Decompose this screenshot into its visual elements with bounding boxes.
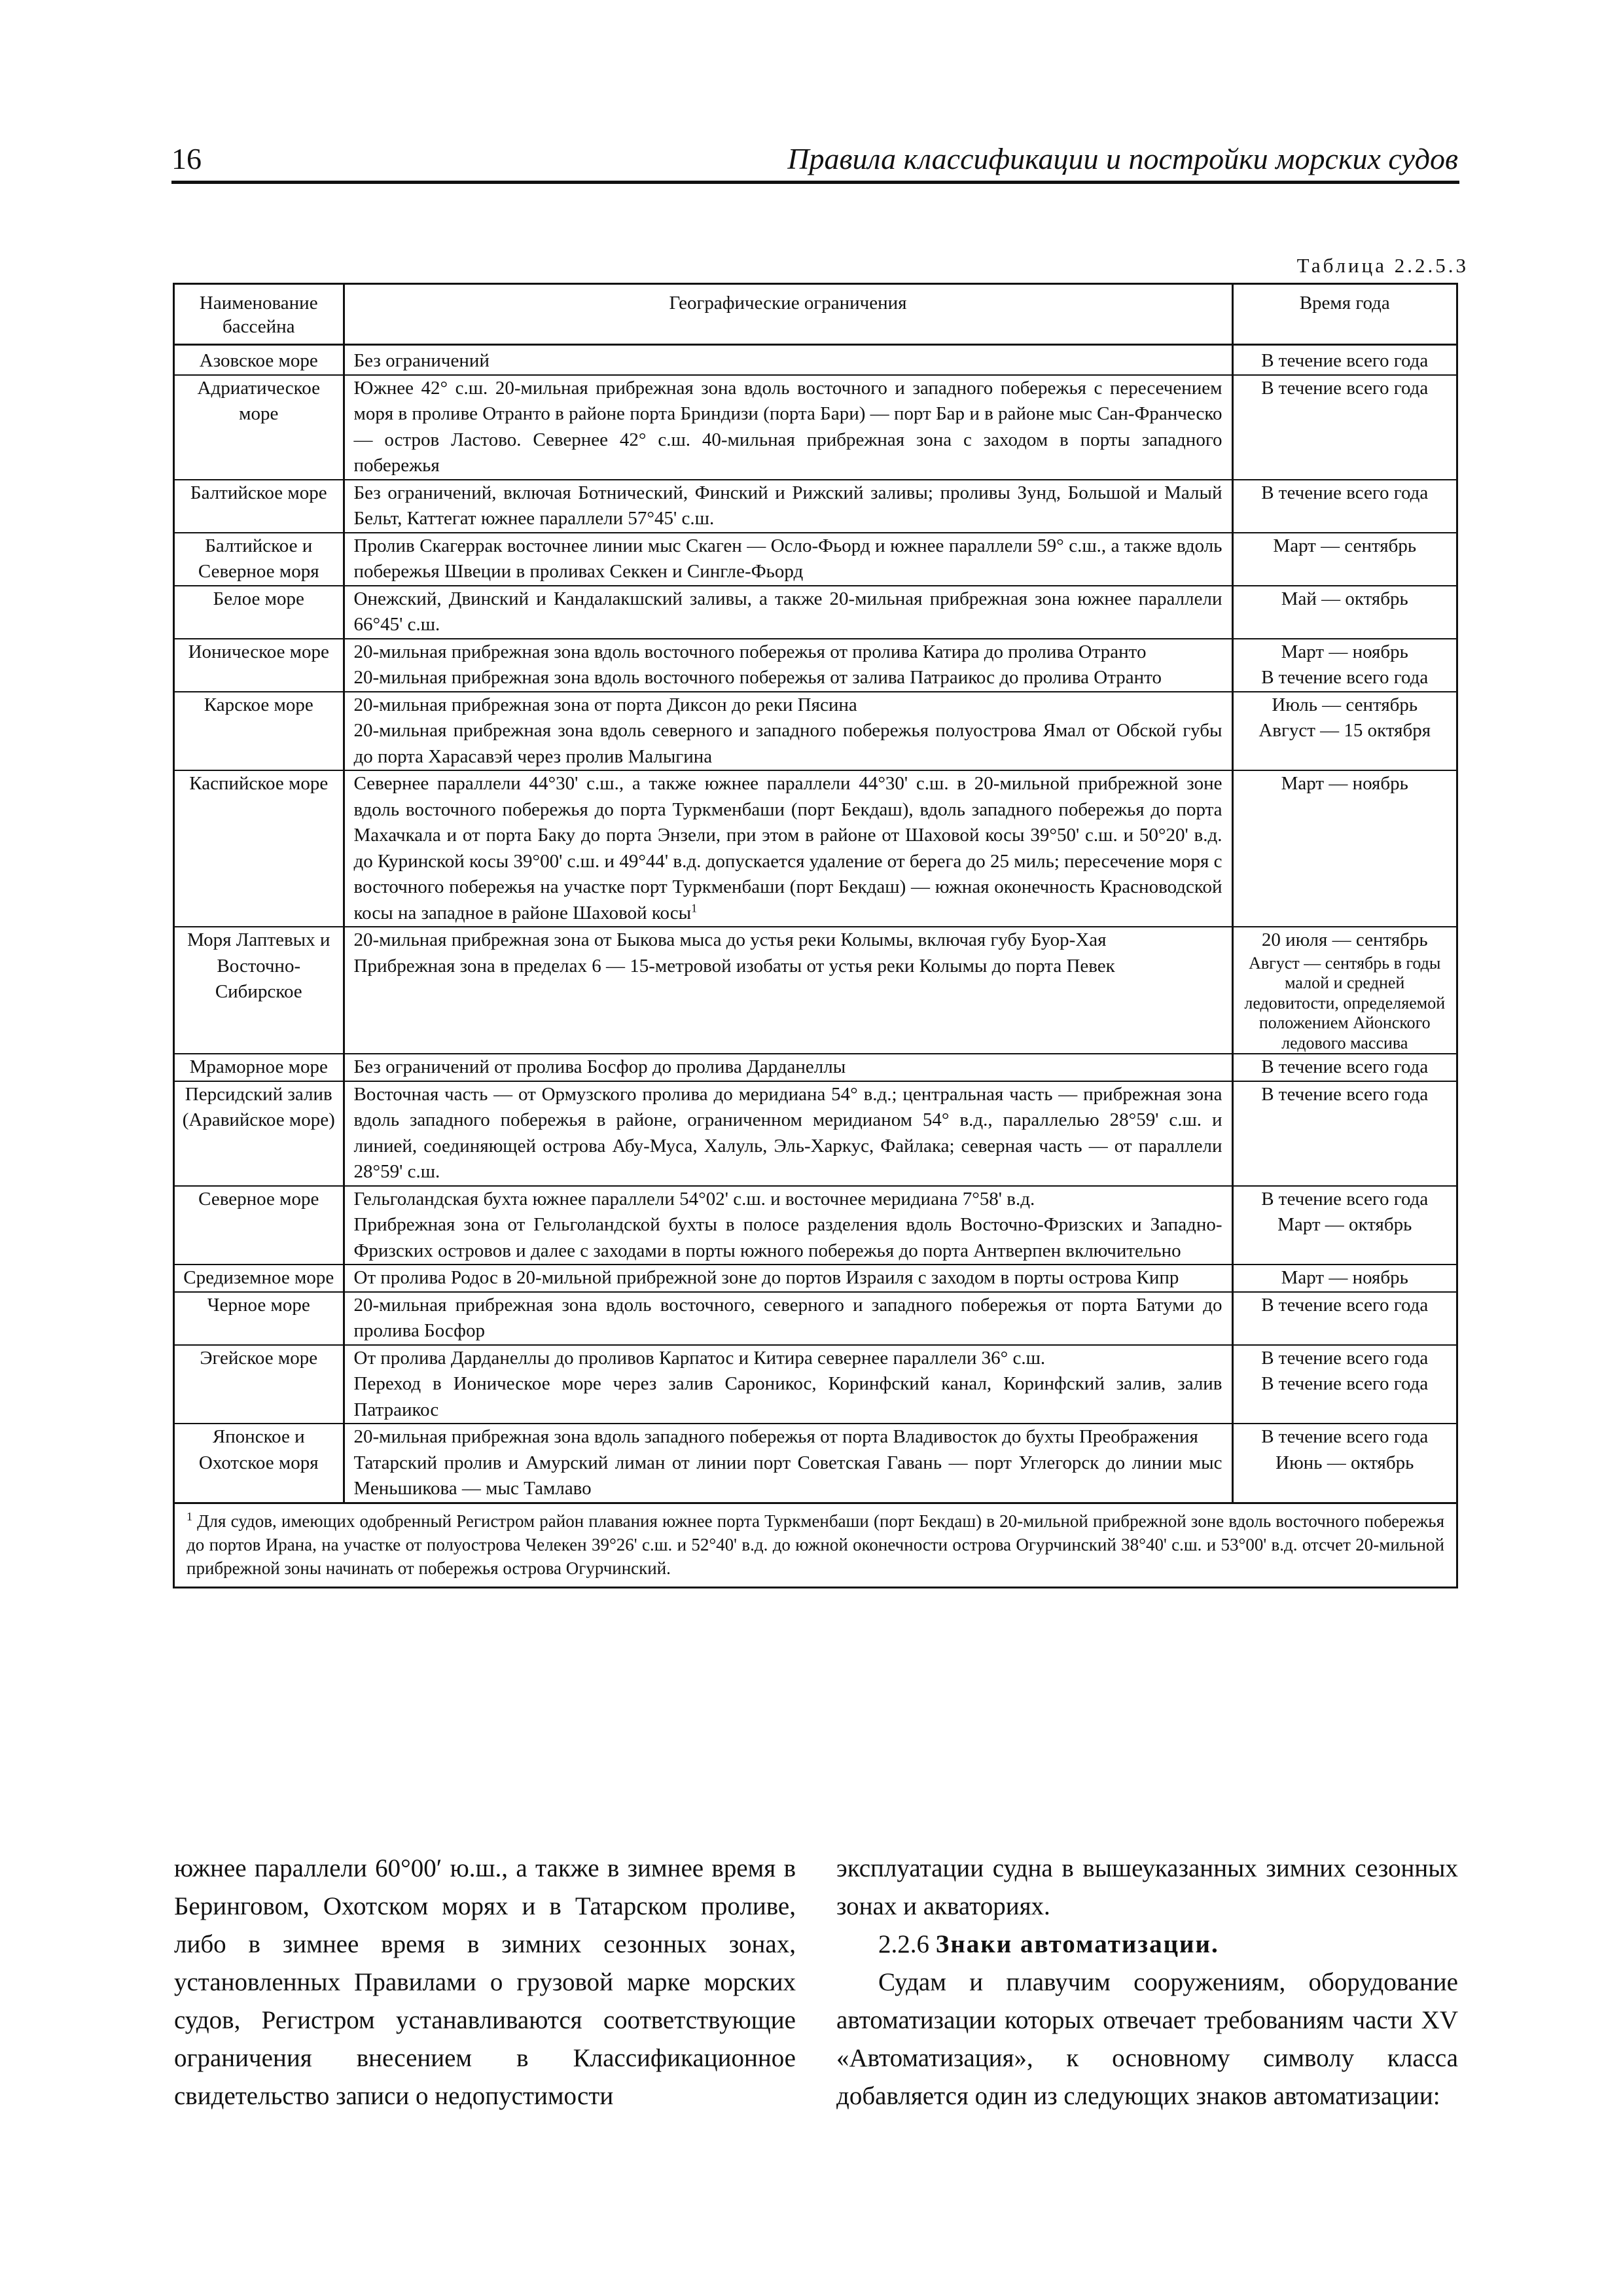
table-body bbox=[175, 345, 1456, 1502]
basin-cell: Мраморное море bbox=[175, 1054, 344, 1081]
table-row bbox=[175, 1081, 1456, 1186]
table-row bbox=[175, 1424, 1456, 1502]
season-cell bbox=[1232, 480, 1456, 533]
table-caption: Таблица 2.2.5.3 bbox=[1296, 254, 1469, 277]
season-text: В течение всего года bbox=[1261, 482, 1429, 503]
season-text: Июнь — октябрь bbox=[1275, 1452, 1414, 1473]
limits-text: 20-мильная прибрежная зона вдоль северного и западного побережья полуострова Ямал от Обской губы до порта Харасавэй через пролив Малыгина bbox=[353, 720, 1222, 767]
limits-text: 20-мильная прибрежная зона вдоль западного побережья от порта Владивосток до бухты Преображения bbox=[353, 1426, 1198, 1447]
season-text: В течение всего года bbox=[1261, 1083, 1429, 1105]
season-cell bbox=[1232, 1081, 1456, 1186]
limits-cell bbox=[344, 927, 1232, 1054]
limits-text: Восточная часть — от Ормузского пролива до меридиана 54° в.д.; центральная часть — прибрежная зона вдоль западного побережья в районе, ограниченном меридианом 54° в.д., параллелью 28°59' с.ш. и линией, соединяющей острова Абу-Муса, Халуль, Эль-Харкус, Файлака; северная часть — от параллели 28°59' с.ш. bbox=[353, 1083, 1222, 1182]
season-note: Август — сентябрь в годы малой и средней ледовитости, определяемой положением Айонского ледового массива bbox=[1244, 953, 1446, 1052]
page-header bbox=[171, 139, 1459, 184]
season-cell bbox=[1232, 1186, 1456, 1265]
limits-text: Гельголандская бухта южнее параллели 54°02' с.ш. и восточнее меридиана 7°58' в.д. bbox=[353, 1188, 1035, 1210]
table-row bbox=[175, 770, 1456, 927]
header-limits: Географические ограничения bbox=[344, 285, 1232, 345]
season-text: В течение всего года bbox=[1261, 350, 1429, 371]
limits-text: 20-мильная прибрежная зона от Быкова мыса до устья реки Колымы, включая губу Буор-Хая bbox=[353, 929, 1107, 950]
season-text: В течение всего года bbox=[1261, 1347, 1429, 1369]
limits-text: Прибрежная зона от Гельголандской бухты в полосе разделения вдоль Восточно-Фризских и Западно-Фризских островов и далее с заходами в порты южного побережья до порта Антверпен включительно bbox=[353, 1214, 1222, 1261]
season-text: Март — октябрь bbox=[1277, 1214, 1412, 1235]
section-paragraph: Судам и плавучим сооружениям, оборудование автоматизации которых отвечает требованиям части XV «Автоматизация», к основному символу класса добавляется один из следующих знаков автоматизации: bbox=[836, 1968, 1458, 2110]
body-paragraph-left: южнее параллели 60°00′ ю.ш., а также в зимнее время в Беринговом, Охотском морях и в Татарском проливе, либо в зимнее время в зимних сезонных зонах, установленных Правилами о грузовой марке морских судов, Регистром устанавливаются соответствующие ограничения внесением в Классификационное свидетельство записи о недопустимости bbox=[174, 1854, 796, 2110]
table-row bbox=[175, 1054, 1456, 1081]
basin-cell: Азовское море bbox=[175, 345, 344, 375]
limits-cell bbox=[344, 533, 1232, 586]
season-text: Март — сентябрь bbox=[1273, 535, 1417, 556]
season-cell bbox=[1232, 692, 1456, 771]
table-footnote bbox=[175, 1502, 1456, 1587]
season-text: Август — 15 октября bbox=[1258, 720, 1431, 741]
limits-cell bbox=[344, 770, 1232, 927]
table-row bbox=[175, 375, 1456, 480]
limits-text: 20-мильная прибрежная зона вдоль восточного побережья от пролива Катира до пролива Отранто bbox=[353, 641, 1147, 662]
table-row bbox=[175, 533, 1456, 586]
limits-cell bbox=[344, 480, 1232, 533]
limits-text: 20-мильная прибрежная зона вдоль восточного, северного и западного побережья от порта Батуми до пролива Босфор bbox=[353, 1294, 1222, 1341]
season-text: В течение всего года bbox=[1261, 667, 1429, 688]
limits-text: Пролив Скагеррак восточнее линии мыс Скаген — Осло-Фьорд и южнее параллели 59° с.ш., а также вдоль побережья Швеции в проливах Секкен и Сингле-Фьорд bbox=[353, 535, 1222, 582]
running-title: Правила классификации и постройки морских судов bbox=[787, 142, 1458, 175]
season-text: В течение всего года bbox=[1261, 1056, 1429, 1077]
section-title: Знаки автоматизации. bbox=[935, 1930, 1219, 1958]
season-cell bbox=[1232, 639, 1456, 692]
season-cell bbox=[1232, 1265, 1456, 1292]
table-row bbox=[175, 586, 1456, 639]
basin-cell: Каспийское море bbox=[175, 770, 344, 927]
season-text: Май — октябрь bbox=[1281, 588, 1408, 609]
body-paragraph-right: эксплуатации судна в вышеуказанных зимних сезонных зонах и акваториях. bbox=[836, 1854, 1458, 1920]
basin-cell: Персидский залив (Аравийское море) bbox=[175, 1081, 344, 1186]
basin-cell: Белое море bbox=[175, 586, 344, 639]
season-text: В течение всего года bbox=[1261, 1188, 1429, 1210]
basin-cell: Моря Лаптевых и Восточно-Сибирское bbox=[175, 927, 344, 1054]
limits-text: Без ограничений, включая Ботнический, Финский и Рижский заливы; проливы Зунд, Большой и Малый Бельт, Каттегат южнее параллели 57°45' с.ш. bbox=[353, 482, 1222, 529]
basin-cell: Ионическое море bbox=[175, 639, 344, 692]
limits-text: Татарский пролив и Амурский лиман от линии порт Советская Гавань — порт Углегорск до линии мыс Меньшикова — мыс Тамлаво bbox=[353, 1452, 1222, 1499]
basin-cell: Северное море bbox=[175, 1186, 344, 1265]
table-row bbox=[175, 692, 1456, 771]
season-text: 20 июля — сентябрь bbox=[1261, 929, 1428, 950]
limits-text: От пролива Дарданеллы до проливов Карпатос и Китира севернее параллели 36° с.ш. bbox=[353, 1347, 1046, 1369]
limits-text: Южнее 42° с.ш. 20-мильная прибрежная зона вдоль восточного и западного побережья с пересечением моря в проливе Отранто в районе порта Бриндизи (порта Бари) — порт Бар и в районе мыс Сан-Франческо — остров Ластово. Севернее 42° с.ш. 40-мильная прибрежная зона с заходом в порты западного побережья bbox=[353, 377, 1222, 476]
body-right-column bbox=[836, 1850, 1458, 2115]
limits-cell bbox=[344, 1292, 1232, 1345]
limits-cell bbox=[344, 375, 1232, 480]
season-cell bbox=[1232, 586, 1456, 639]
table-row bbox=[175, 1292, 1456, 1345]
footnote-mark: 1 bbox=[187, 1509, 192, 1523]
season-text: В течение всего года bbox=[1261, 377, 1429, 399]
page-number: 16 bbox=[171, 142, 202, 175]
limits-cell bbox=[344, 345, 1232, 375]
table-row bbox=[175, 639, 1456, 692]
limits-text: Севернее параллели 44°30' с.ш., а также южнее параллели 44°30' с.ш. в 20-мильной прибрежной зоне вдоль восточного побережья до порта Туркменбаши (порт Бекдаш), вдоль западного побережья до порта Махачкала и от порта Баку до порта Энзели, при этом в районе от Шаховой косы 39°50' с.ш. и 50°20' в.д. до Куринской косы 39°00' с.ш. и 49°44' в.д. допускается удаление от берега до 25 миль; пересечение моря с восточного побережья на участке порт Туркменбаши (порт Бекдаш) — южная оконечность Красноводской косы на западное в районе Шаховой косы$^1$ bbox=[353, 773, 1222, 924]
basin-cell: Средиземное море bbox=[175, 1265, 344, 1292]
limits-text: Без ограничений от пролива Босфор до пролива Дарданеллы bbox=[353, 1056, 846, 1077]
season-text: Март — ноябрь bbox=[1281, 1267, 1408, 1288]
limits-cell bbox=[344, 1186, 1232, 1265]
table-row bbox=[175, 1186, 1456, 1265]
table-header-row bbox=[175, 285, 1456, 345]
limits-cell bbox=[344, 1054, 1232, 1081]
season-cell bbox=[1232, 533, 1456, 586]
basin-cell: Балтийское и Северное моря bbox=[175, 533, 344, 586]
season-cell bbox=[1232, 1054, 1456, 1081]
table-row bbox=[175, 480, 1456, 533]
header-basin: Наименование бассейна bbox=[175, 285, 344, 345]
limits-cell bbox=[344, 586, 1232, 639]
season-cell bbox=[1232, 927, 1456, 1054]
limits-text: Переход в Ионическое море через залив Сароникос, Коринфский канал, Коринфский залив, залив Патраикос bbox=[353, 1373, 1222, 1420]
season-cell bbox=[1232, 770, 1456, 927]
basin-cell: Японское и Охотское моря bbox=[175, 1424, 344, 1502]
body-left-column bbox=[174, 1850, 796, 2115]
limits-cell bbox=[344, 1265, 1232, 1292]
basin-cell: Адриатическое море bbox=[175, 375, 344, 480]
limits-cell bbox=[344, 1345, 1232, 1424]
table-row bbox=[175, 1265, 1456, 1292]
season-cell bbox=[1232, 375, 1456, 480]
footnote-text: Для судов, имеющих одобренный Регистром район плавания южнее порта Туркменбаши (порт Бекдаш) в 20-мильной прибрежной зоне вдоль восточного побережья до портов Ирана, на участке от полуострова Челекен 39°26' с.ш. и 52°40' в.д. до южной оконечности острова Огурчинский 38°40' с.ш. и 53°00' в.д. отсчет 20-мильной прибрежной зоны начинать от побережья острова Огурчинский. bbox=[187, 1511, 1444, 1578]
season-cell bbox=[1232, 345, 1456, 375]
season-cell bbox=[1232, 1292, 1456, 1345]
limits-cell bbox=[344, 1424, 1232, 1502]
limits-cell bbox=[344, 692, 1232, 771]
limits-text: 20-мильная прибрежная зона вдоль восточного побережья от залива Патраикос до пролива Отранто bbox=[353, 667, 1162, 688]
table-row bbox=[175, 345, 1456, 375]
limits-text: Онежский, Двинский и Кандалакшский заливы, а также 20-мильная прибрежная зона южнее параллели 66°45' с.ш. bbox=[353, 588, 1222, 635]
basin-cell: Балтийское море bbox=[175, 480, 344, 533]
footnote-ref: 1 bbox=[691, 901, 698, 914]
basin-cell: Карское море bbox=[175, 692, 344, 771]
season-text: В течение всего года bbox=[1261, 1426, 1429, 1447]
season-cell bbox=[1232, 1424, 1456, 1502]
limits-cell bbox=[344, 1081, 1232, 1186]
restrictions-table bbox=[173, 283, 1458, 1588]
season-text: Март — ноябрь bbox=[1281, 641, 1408, 662]
limits-text: Прибрежная зона в пределах 6 — 15-метровой изобаты от устья реки Колымы до порта Певек bbox=[353, 955, 1115, 977]
section-heading bbox=[836, 1926, 1458, 1964]
limits-text: Без ограничений bbox=[353, 350, 490, 371]
season-cell bbox=[1232, 1345, 1456, 1424]
limits-text: 20-мильная прибрежная зона от порта Диксон до реки Пясина bbox=[353, 694, 857, 715]
season-text: Июль — сентябрь bbox=[1272, 694, 1418, 715]
limits-cell bbox=[344, 639, 1232, 692]
season-text: В течение всего года bbox=[1261, 1373, 1429, 1394]
table-row bbox=[175, 927, 1456, 1054]
basin-cell: Черное море bbox=[175, 1292, 344, 1345]
season-text: Март — ноябрь bbox=[1281, 773, 1408, 794]
basin-cell: Эгейское море bbox=[175, 1345, 344, 1424]
season-text: В течение всего года bbox=[1261, 1294, 1429, 1316]
limits-text: От пролива Родос в 20-мильной прибрежной зоне до портов Израиля с заходом в порты острова Кипр bbox=[353, 1267, 1179, 1288]
table-row bbox=[175, 1345, 1456, 1424]
section-number: 2.2.6 bbox=[878, 1930, 929, 1958]
header-season: Время года bbox=[1232, 285, 1456, 345]
